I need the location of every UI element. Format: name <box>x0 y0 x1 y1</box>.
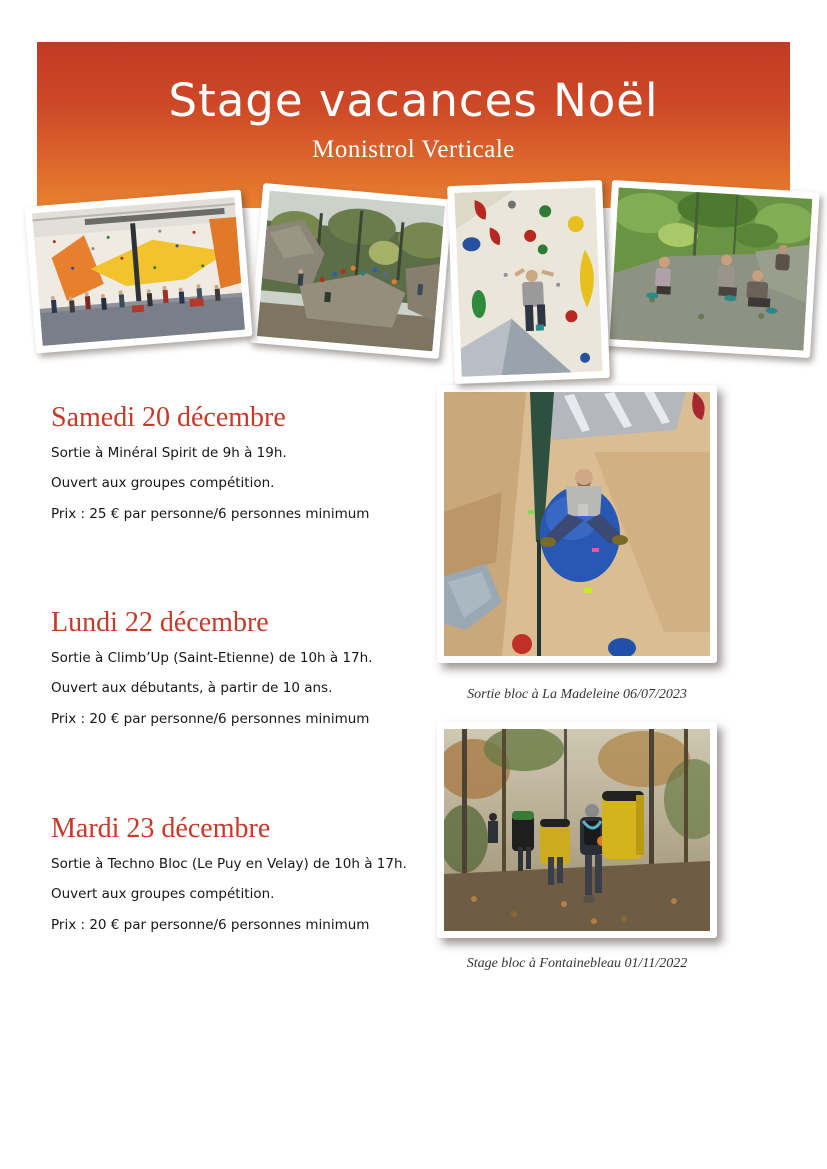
section-line: Ouvert aux groupes compétition. <box>51 886 275 903</box>
photo-indoor-gym-competition <box>24 190 252 354</box>
caption-madeleine: Sortie bloc à La Madeleine 06/07/2023 <box>467 687 687 702</box>
photo-forest-crashpad-hike <box>437 722 717 938</box>
caption-fontainebleau: Stage bloc à Fontainebleau 01/11/2022 <box>466 956 688 971</box>
indoor-gym-photo-illustration <box>32 197 245 346</box>
forest-boulders-photo-illustration <box>257 191 445 352</box>
photo-forest-bouldering-group <box>249 183 452 359</box>
page-subtitle: Monistrol Verticale <box>312 135 515 163</box>
photo-kids-on-mossy-rocks <box>602 180 819 358</box>
section-line: Sortie à Techno Bloc (Le Puy en Velay) de 10h à 17h. <box>51 855 407 872</box>
section-mardi-23-decembre <box>51 814 441 949</box>
page-title: Stage vacances Noël <box>168 74 659 127</box>
section-line: Sortie à Minéral Spirit de 9h à 19h. <box>51 444 287 461</box>
section-heading: Lundi 22 décembre <box>51 607 269 638</box>
section-line: Prix : 25 € par personne/6 personnes minimum <box>51 505 370 522</box>
section-heading: Samedi 20 décembre <box>51 402 286 433</box>
section-line: Prix : 20 € par personne/6 personnes minimum <box>51 710 370 727</box>
kid-on-wall-photo-illustration <box>454 187 602 377</box>
photo-climber-on-blue-volume <box>437 385 717 663</box>
section-line: Prix : 20 € par personne/6 personnes minimum <box>51 916 370 933</box>
section-lundi-22-decembre <box>51 608 441 743</box>
section-heading: Mardi 23 décembre <box>51 813 271 844</box>
section-line: Ouvert aux débutants, à partir de 10 ans. <box>51 680 333 697</box>
madeleine-photo-illustration <box>444 392 710 656</box>
fontainebleau-photo-illustration <box>444 729 710 931</box>
photo-kid-climbing-boulder-wall <box>447 180 610 384</box>
kids-on-rock-photo-illustration <box>610 187 813 350</box>
section-line: Ouvert aux groupes compétition. <box>51 475 275 492</box>
section-samedi-20-decembre <box>51 403 441 538</box>
section-line: Sortie à Climb’Up (Saint-Etienne) de 10h à 17h. <box>51 649 373 666</box>
